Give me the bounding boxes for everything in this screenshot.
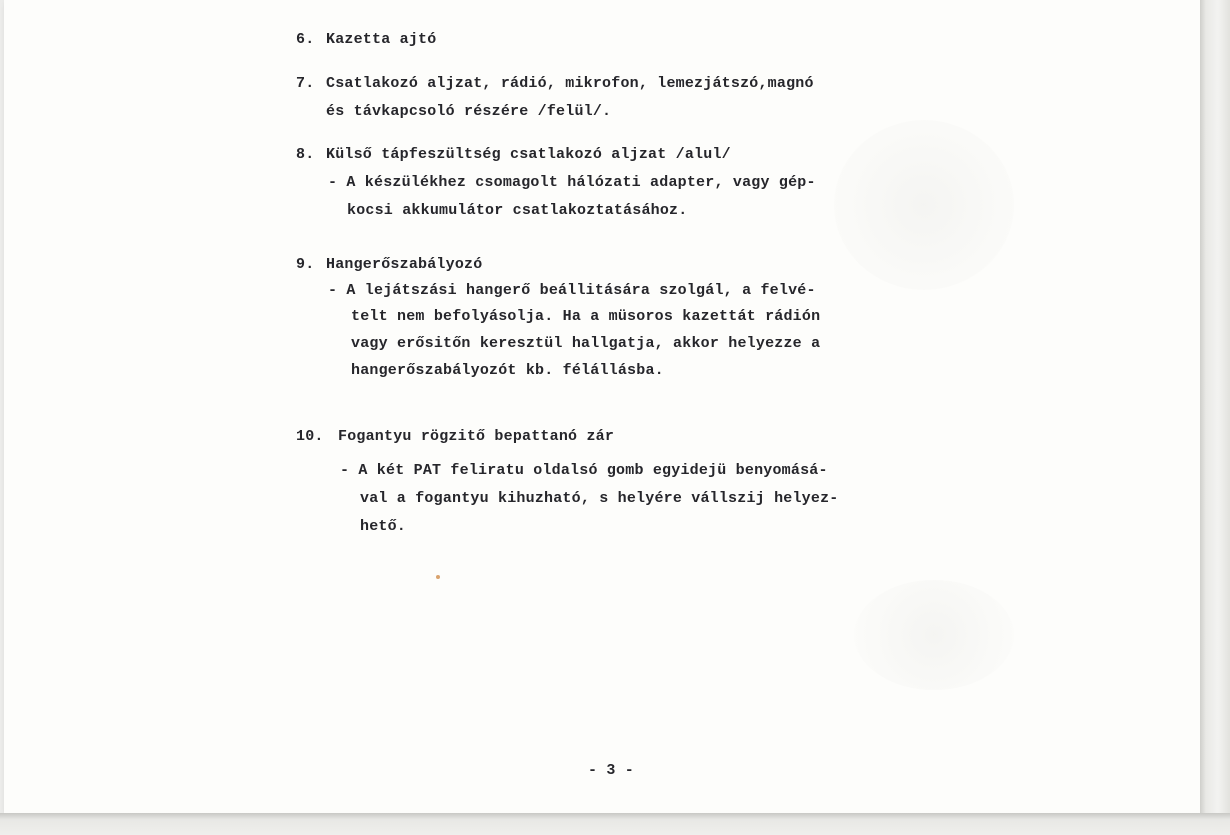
item-title: Fogantyu rögzitő bepattanó zár bbox=[338, 428, 615, 445]
item-detail-line: kocsi akkumulátor csatlakoztatásához. bbox=[347, 202, 688, 219]
item-number: 7. bbox=[296, 75, 315, 92]
item-detail-line: val a fogantyu kihuzható, s helyére vállszij helyez- bbox=[360, 490, 839, 507]
item-detail-line: - A két PAT feliratu oldalsó gomb egyidejü benyomásá- bbox=[340, 462, 828, 479]
item-title: Csatlakozó aljzat, rádió, mikrofon, lemezjátszó,magnó bbox=[326, 75, 814, 92]
page-number: - 3 - bbox=[588, 762, 635, 779]
item-number: 10. bbox=[296, 428, 324, 445]
item-title: Külső tápfeszültség csatlakozó aljzat /alul/ bbox=[326, 146, 731, 163]
paper-page bbox=[4, 0, 1200, 813]
item-detail-line: vagy erősitőn keresztül hallgatja, akkor helyezze a bbox=[351, 335, 821, 352]
ink-bleed-through bbox=[834, 120, 1014, 290]
ink-bleed-through bbox=[854, 580, 1014, 690]
item-detail-line: telt nem befolyásolja. Ha a müsoros kazettát rádión bbox=[351, 308, 821, 325]
next-page-edge bbox=[1200, 0, 1230, 835]
item-detail-line: - A készülékhez csomagolt hálózati adapter, vagy gép- bbox=[328, 174, 816, 191]
lower-page-edge bbox=[0, 813, 1230, 835]
item-title: Hangerőszabályozó bbox=[326, 256, 483, 273]
item-number: 8. bbox=[296, 146, 315, 163]
item-number: 9. bbox=[296, 256, 315, 273]
item-number: 6. bbox=[296, 31, 315, 48]
item-title: Kazetta ajtó bbox=[326, 31, 437, 48]
item-title-continuation: és távkapcsoló részére /felül/. bbox=[326, 103, 612, 120]
paper-speck bbox=[436, 575, 440, 579]
item-detail-line: - A lejátszási hangerő beállitására szolgál, a felvé- bbox=[328, 282, 816, 299]
item-detail-line: hangerőszabályozót kb. félállásba. bbox=[351, 362, 664, 379]
item-detail-line: hető. bbox=[360, 518, 407, 535]
